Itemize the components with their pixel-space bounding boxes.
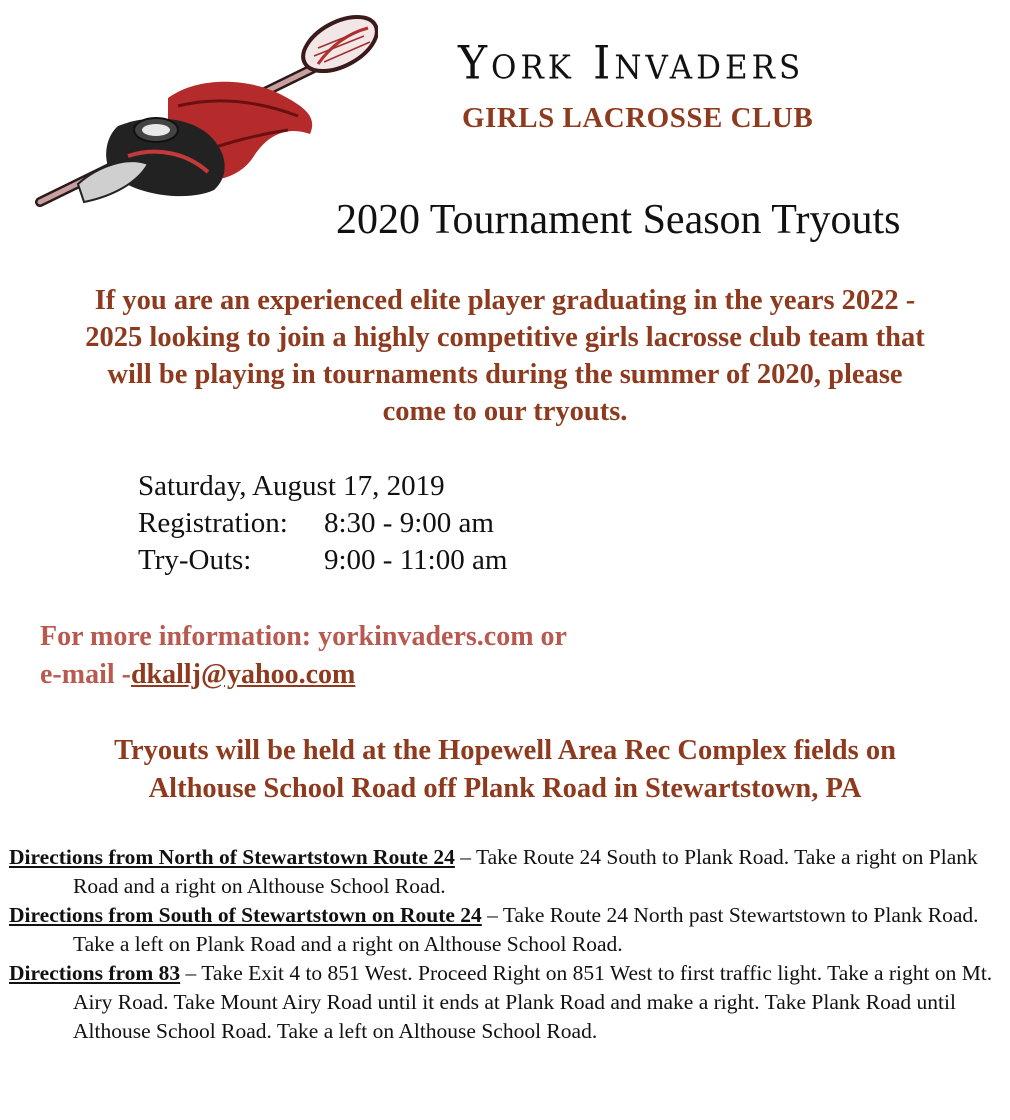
email-link[interactable]: dkallj@yahoo.com [130,659,356,690]
registration-label: Registration: [138,507,288,539]
email-prefix: e-mail - [40,659,131,690]
intro-line: 2025 looking to join a highly competitive girls lacrosse club team that [85,322,925,353]
directions-heading: Directions from 83 [9,961,181,985]
intro-paragraph [8,282,1002,430]
directions-item [9,843,999,901]
tryout-schedule [138,468,507,579]
tryouts-time: 9:00 - 11:00 am [324,544,508,576]
directions-item [9,901,999,959]
email-line [40,656,567,694]
schedule-tryouts [138,542,507,579]
club-subtitle: GIRLS LACROSSE CLUB [462,102,814,134]
schedule-date: Saturday, August 17, 2019 [138,470,445,502]
location-line: Althouse School Road off Plank Road in Stewartstown, PA [148,773,862,804]
directions-text: – Take Route 24 North past Stewartstown to Plank Road. Take a left on Plank Road and a right on Althouse School Road. [73,903,979,956]
season-title: 2020 Tournament Season Tryouts [336,197,901,243]
directions-text: – Take Exit 4 to 851 West. Proceed Right on 851 West to first traffic light. Take a right on Mt. Airy Road. Take Mount Airy Road until it ends at Plank Road and make a right. Take Plank Road until Althouse School Road. Take a left on Althouse School Road. [73,961,993,1043]
registration-time: 8:30 - 9:00 am [324,507,494,539]
location-info [8,732,1002,808]
club-name: York Invaders [458,36,805,91]
directions-list [9,843,999,1046]
directions-item [9,959,999,1046]
tryouts-label: Try-Outs: [138,544,252,576]
location-line: Tryouts will be held at the Hopewell Area Rec Complex fields on [114,735,896,766]
intro-line: If you are an experienced elite player graduating in the years 2022 - [94,285,916,316]
intro-line: come to our tryouts. [382,396,628,427]
directions-text: – Take Route 24 South to Plank Road. Take a right on Plank Road and a right on Althouse School Road. [73,845,978,898]
schedule-registration [138,505,507,542]
directions-heading: Directions from North of Stewartstown Route 24 [9,845,455,869]
intro-line: will be playing in tournaments during the summer of 2020, please [107,359,903,390]
contact-info [40,618,567,694]
directions-heading: Directions from South of Stewartstown on Route 24 [9,903,482,927]
lacrosse-player-logo [18,6,378,221]
info-line: For more information: yorkinvaders.com or [40,621,567,652]
